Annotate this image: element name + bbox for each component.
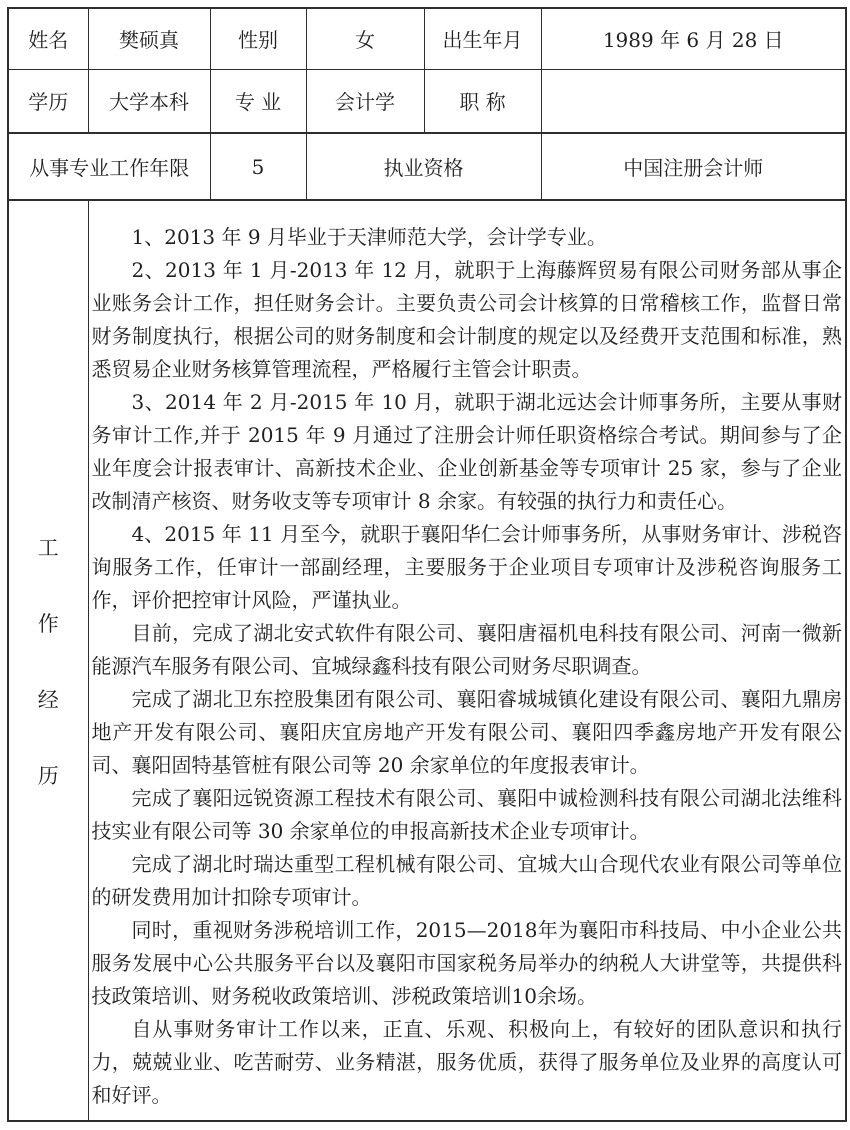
name-label: 姓名 xyxy=(8,8,88,69)
experience-paragraph: 4、2015 年 11 月至今，就职于襄阳华仁会计师事务所，从事财务审计、涉税咨询服务工作，任审计一部副经理，主要服务于企业项目专项审计及涉税咨询服务工作，评价把控审计风险，严谨执业。 xyxy=(91,522,842,612)
experience-paragraph: 自从事财务审计工作以来，正直、乐观、积极向上，有较好的团队意识和执行力，兢兢业业、吃苦耐劳、业务精湛，服务优质，获得了服务单位及业界的高度认可和好评。 xyxy=(91,1017,842,1107)
experience-paragraph: 完成了襄阳远锐资源工程技术有限公司、襄阳中诚检测科技有限公司湖北法维科技实业有限公司等 30 余家单位的申报高新技术企业专项审计。 xyxy=(91,786,842,843)
education-label: 学历 xyxy=(8,69,88,133)
title-label: 职 称 xyxy=(424,69,541,133)
row-work-experience xyxy=(8,200,846,1121)
gender-label: 性别 xyxy=(210,8,306,69)
major-value: 会计学 xyxy=(306,69,424,133)
major-label: 专 业 xyxy=(210,69,306,133)
work-experience-label-char: 工 xyxy=(37,535,59,560)
birth-value: 1989 年 6 月 28 日 xyxy=(541,8,846,69)
work-experience-label-char: 经 xyxy=(37,687,59,712)
experience-paragraph: 完成了湖北卫东控股集团有限公司、襄阳睿城城镇化建设有限公司、襄阳九鼎房地产开发有限公司、襄阳庆宜房地产开发有限公司、襄阳四季鑫房地产开发有限公司、襄阳固特基管桩有限公司等 20 余家单位的年度报表审计。 xyxy=(91,687,842,777)
gender-value: 女 xyxy=(306,8,424,69)
experience-paragraph: 2、2013 年 1 月-2013 年 12 月，就职于上海藤辉贸易有限公司财务部从事企业账务会计工作，担任财务会计。主要负责公司会计核算的日常稽核工作，监督日常财务制度执行，根据公司的财务制度和会计制度的规定以及经费开支范围和标准，熟悉贸易企业财务核算管理流程，严格履行主管会计职责。 xyxy=(91,258,842,381)
years-value: 5 xyxy=(210,133,306,200)
title-value xyxy=(541,69,846,133)
qualification-label: 执业资格 xyxy=(306,133,541,200)
row-basic-info xyxy=(8,8,846,69)
row-qualification xyxy=(8,133,846,200)
name-value: 樊硕真 xyxy=(88,8,210,69)
work-experience-label-char: 历 xyxy=(37,763,59,788)
experience-paragraph: 同时，重视财务涉税培训工作，2015—2018年为襄阳市科技局、中小企业公共服务发展中心公共服务平台以及襄阳市国家税务局举办的纳税人大讲堂等，共提供科技政策培训、财务税收政策培训、涉税政策培训10余场。 xyxy=(91,918,842,1008)
experience-paragraph: 1、2013 年 9 月毕业于天津师范大学，会计学专业。 xyxy=(131,225,607,249)
work-experience-label-char: 作 xyxy=(37,611,59,636)
row-education xyxy=(8,69,846,133)
work-experience-text-cell xyxy=(88,200,846,1121)
years-label: 从事专业工作年限 xyxy=(8,133,210,200)
work-experience-label-cell xyxy=(8,200,88,1121)
qualification-value: 中国注册会计师 xyxy=(541,133,846,200)
education-value: 大学本科 xyxy=(88,69,210,133)
birth-label: 出生年月 xyxy=(424,8,541,69)
work-experience-vertical-label xyxy=(9,201,88,1120)
experience-paragraph: 完成了湖北时瑞达重型工程机械有限公司、宜城大山合现代农业有限公司等单位的研发费用加计扣除专项审计。 xyxy=(91,852,842,909)
experience-paragraph: 目前，完成了湖北安式软件有限公司、襄阳唐福机电科技有限公司、河南一微新能源汽车服务有限公司、宜城绿鑫科技有限公司财务尽职调查。 xyxy=(91,621,842,678)
resume-table xyxy=(7,7,847,1122)
work-experience-text xyxy=(92,221,843,1112)
experience-paragraph: 3、2014 年 2 月-2015 年 10 月，就职于湖北远达会计师事务所，主要从事财务审计工作,并于 2015 年 9 月通过了注册会计师任职资格综合考试。期间参与了企业年度会计报表审计、高新技术企业、企业创新基金等专项审计 25 家，参与了企业改制清产核资、财务收支等专项审计 8 余家。有较强的执行力和责任心。 xyxy=(91,390,842,513)
